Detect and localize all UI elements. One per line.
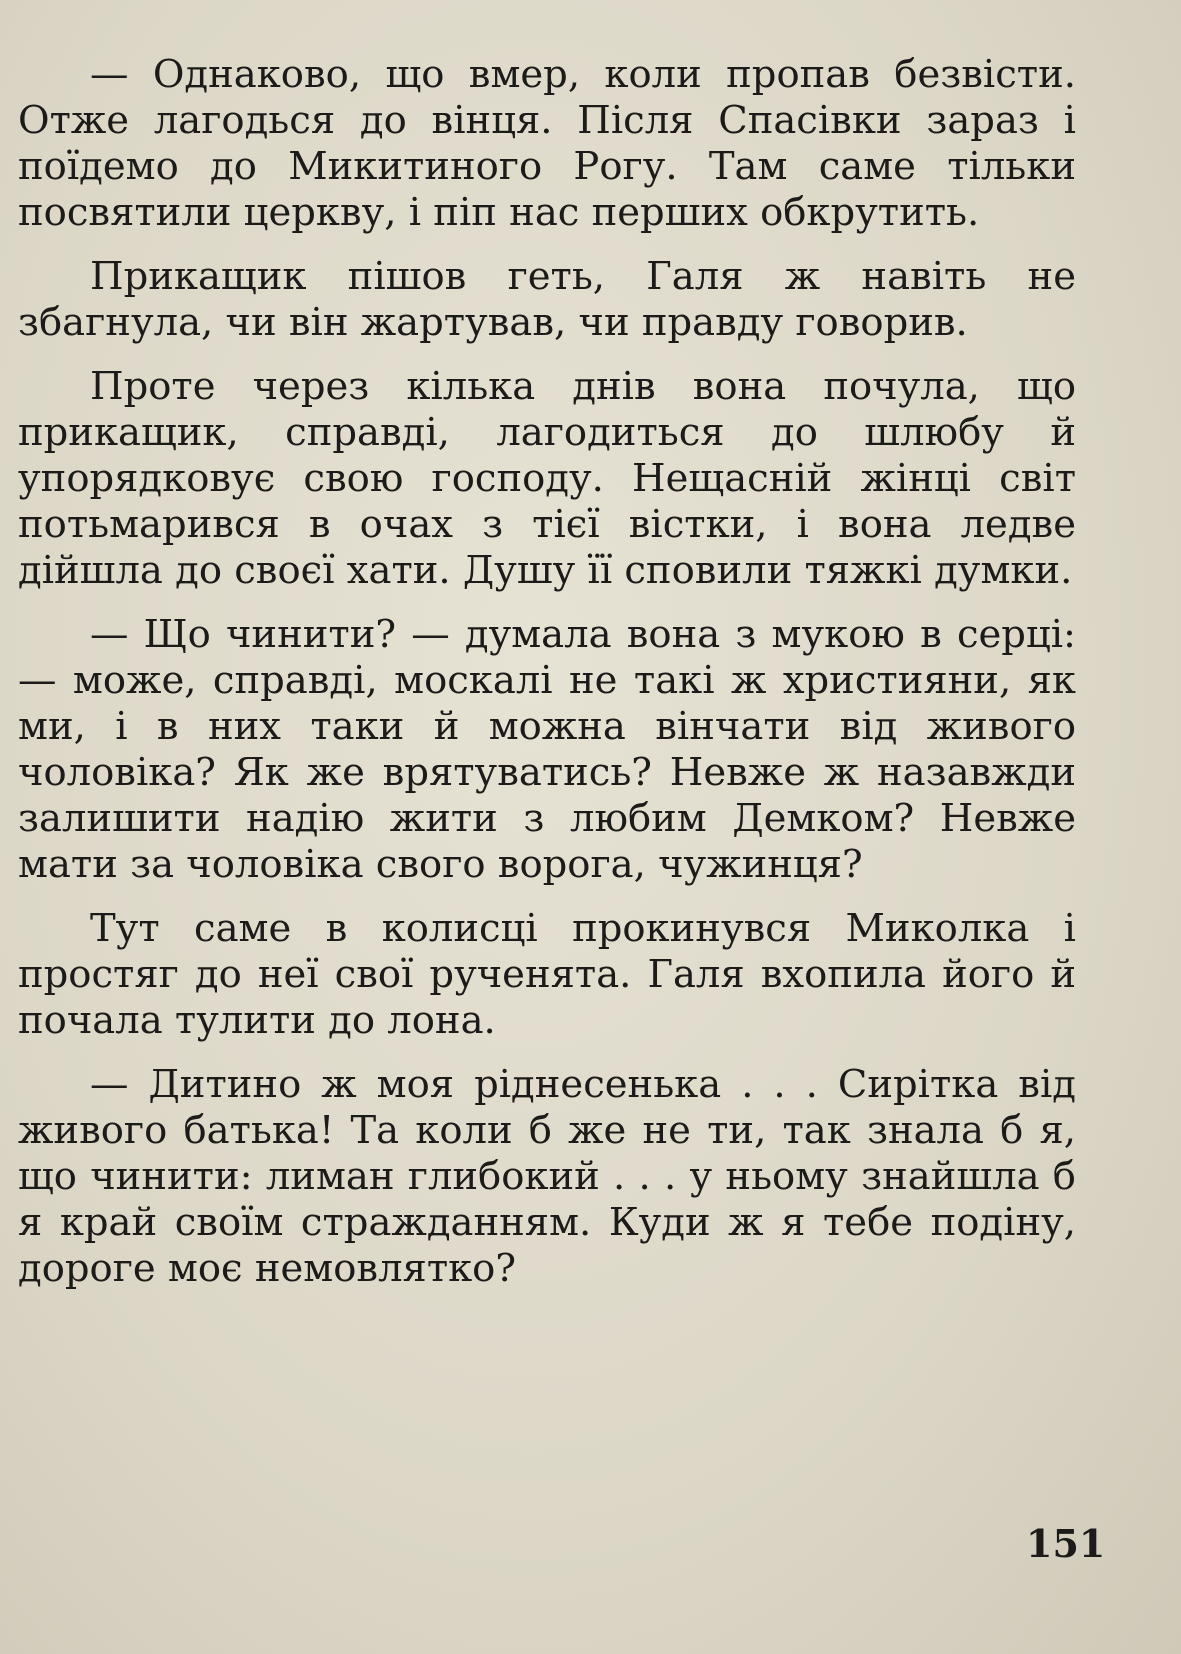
page-text [18, 52, 1076, 1292]
paragraph-6: — Дитино ж моя ріднесенька . . . Сирітка від живого батька! Та коли б же не ти, так знала б я, що чинити: лиман глибокий . . . у ньому знайшла б я край своїм стражданням. Куди ж я тебе подіну, дороге моє немовлятко? [18, 1062, 1076, 1291]
paragraph-1: — Однаково, що вмер, коли пропав безвісти. Отже лагодься до вінця. Після Спасівки зараз і поїдемо до Микитиного Рогу. Там саме тільки посвятили церкву, і піп нас перших обкрутить. [18, 52, 1076, 235]
paragraph-2: Прикащик пішов геть, Галя ж навіть не збагнула, чи він жартував, чи правду говорив. [18, 254, 1076, 345]
paragraph-4: — Що чинити? — думала вона з мукою в серці: — може, справді, москалі не такі ж християни, як ми, і в них таки й можна вінчати від живого чоловіка? Як же врятуватись? Невже ж назавжди залишити надію жити з любим Демком? Невже мати за чоловіка свого ворога, чужинця? [18, 612, 1076, 887]
page-number: 151 [1026, 1521, 1106, 1566]
paragraph-5: Тут саме в колисці прокинувся Миколка і простяг до неї свої рученята. Галя вхопила його й почала тулити до лона. [18, 906, 1076, 1043]
paragraph-3: Проте через кілька днів вона почула, що прикащик, справді, лагодиться до шлюбу й упорядковує свою господу. Нещасній жінці світ потьмарився в очах з тієї вістки, і вона ледве дійшла до своєї хати. Душу її сповили тяжкі думки. [18, 364, 1076, 593]
